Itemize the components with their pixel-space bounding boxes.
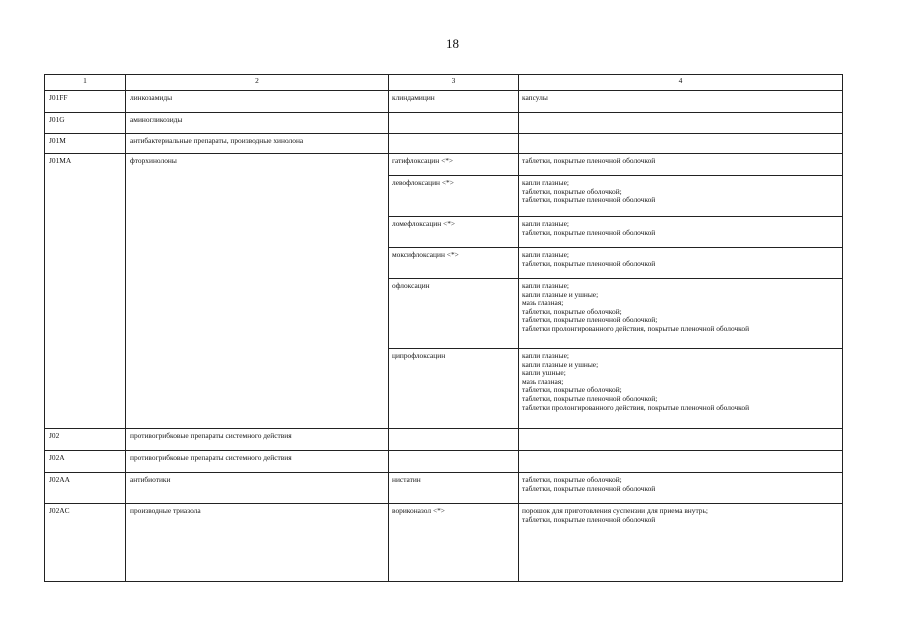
dosage-form: таблетки, покрытые оболочкой; [522,186,622,196]
dosage-form: капли глазные; [522,250,569,259]
atc-code: J01M [45,134,126,154]
dosage-form: таблетки, покрытые пленочной оболочкой; [522,315,658,325]
drug-name: ципрофлоксацин [389,349,519,429]
dosage-forms [519,91,843,113]
dosage-forms [519,429,843,451]
drug-name: офлоксацин [389,279,519,349]
dosage-form: таблетки, покрытые пленочной оболочкой [522,258,656,268]
atc-code: J02 [45,429,126,451]
dosage-forms [519,217,843,248]
dosage-form: таблетки пролонгированного действия, покрытые пленочной оболочкой [522,402,750,412]
dosage-form: капли глазные; [522,178,569,187]
table-row [45,91,843,113]
dosage-form: капсулы [522,93,548,102]
drug-name [389,134,519,154]
dosage-forms [519,473,843,504]
header-col-3: 3 [389,75,519,91]
table-header-row [45,75,843,91]
dosage-form: мазь глазная; [522,376,564,386]
dosage-form: капли глазные; [522,219,569,228]
dosage-form: таблетки, покрытые оболочкой; [522,475,622,484]
dosage-form: капли глазные и ушные; [522,289,599,299]
dosage-form: капли глазные и ушные; [522,359,599,369]
table-row [45,154,843,176]
drug-name: клиндамицин [389,91,519,113]
dosage-form: таблетки, покрытые пленочной оболочкой; [522,393,658,403]
header-col-4: 4 [519,75,843,91]
dosage-form: таблетки, покрытые пленочной оболочкой [522,227,656,237]
dosage-form: таблетки, покрытые пленочной оболочкой [522,514,656,524]
table-row [45,429,843,451]
dosage-form: таблетки, покрытые оболочкой; [522,306,622,316]
drug-name: нистатин [389,473,519,504]
atc-code: J02AA [45,473,126,504]
dosage-forms [519,248,843,279]
drug-name [389,451,519,473]
header-col-2: 2 [126,75,389,91]
dosage-form: таблетки, покрытые оболочкой; [522,385,622,395]
header-col-1: 1 [45,75,126,91]
drug-name: гатифлоксацин <*> [389,154,519,176]
drug-table [44,74,843,582]
group-name: антибиотики [126,473,389,504]
dosage-form: капли ушные; [522,368,566,378]
group-name: аминогликозиды [126,113,389,134]
page-number: 18 [446,36,459,51]
dosage-forms [519,176,843,217]
group-name: антибактериальные препараты, производные хинолона [126,134,389,154]
dosage-forms [519,504,843,582]
dosage-form: порошок для приготовления суспензии для приема внутрь; [522,506,708,515]
drug-name [389,429,519,451]
dosage-form: таблетки пролонгированного действия, покрытые пленочной оболочкой [522,323,750,333]
dosage-form: таблетки, покрытые пленочной оболочкой [522,483,656,493]
table-row [45,113,843,134]
table-row [45,473,843,504]
dosage-form: таблетки, покрытые пленочной оболочкой [522,156,656,165]
atc-code: J01G [45,113,126,134]
group-name: линкозамиды [126,91,389,113]
atc-code: J02A [45,451,126,473]
atc-code: J02AC [45,504,126,582]
drug-name: моксифлоксацин <*> [389,248,519,279]
drug-name: вориконазол <*> [389,504,519,582]
group-name: противогрибковые препараты системного действия [126,429,389,451]
dosage-form: капли глазные; [522,351,569,360]
group-name: фторхинолоны [126,154,389,429]
table-row [45,451,843,473]
dosage-forms [519,349,843,429]
dosage-forms [519,279,843,349]
dosage-form: таблетки, покрытые пленочной оболочкой [522,195,656,205]
group-name: противогрибковые препараты системного действия [126,451,389,473]
dosage-forms [519,154,843,176]
drug-name [389,113,519,134]
table-row [45,134,843,154]
dosage-form: капли глазные; [522,281,569,290]
drug-name: ломефлоксацин <*> [389,217,519,248]
group-name: производные триазола [126,504,389,582]
dosage-forms [519,113,843,134]
atc-code: J01FF [45,91,126,113]
atc-code: J01MA [45,154,126,429]
drug-name: левофлоксацин <*> [389,176,519,217]
dosage-form: мазь глазная; [522,298,564,308]
dosage-forms [519,451,843,473]
table-row [45,504,843,582]
dosage-forms [519,134,843,154]
